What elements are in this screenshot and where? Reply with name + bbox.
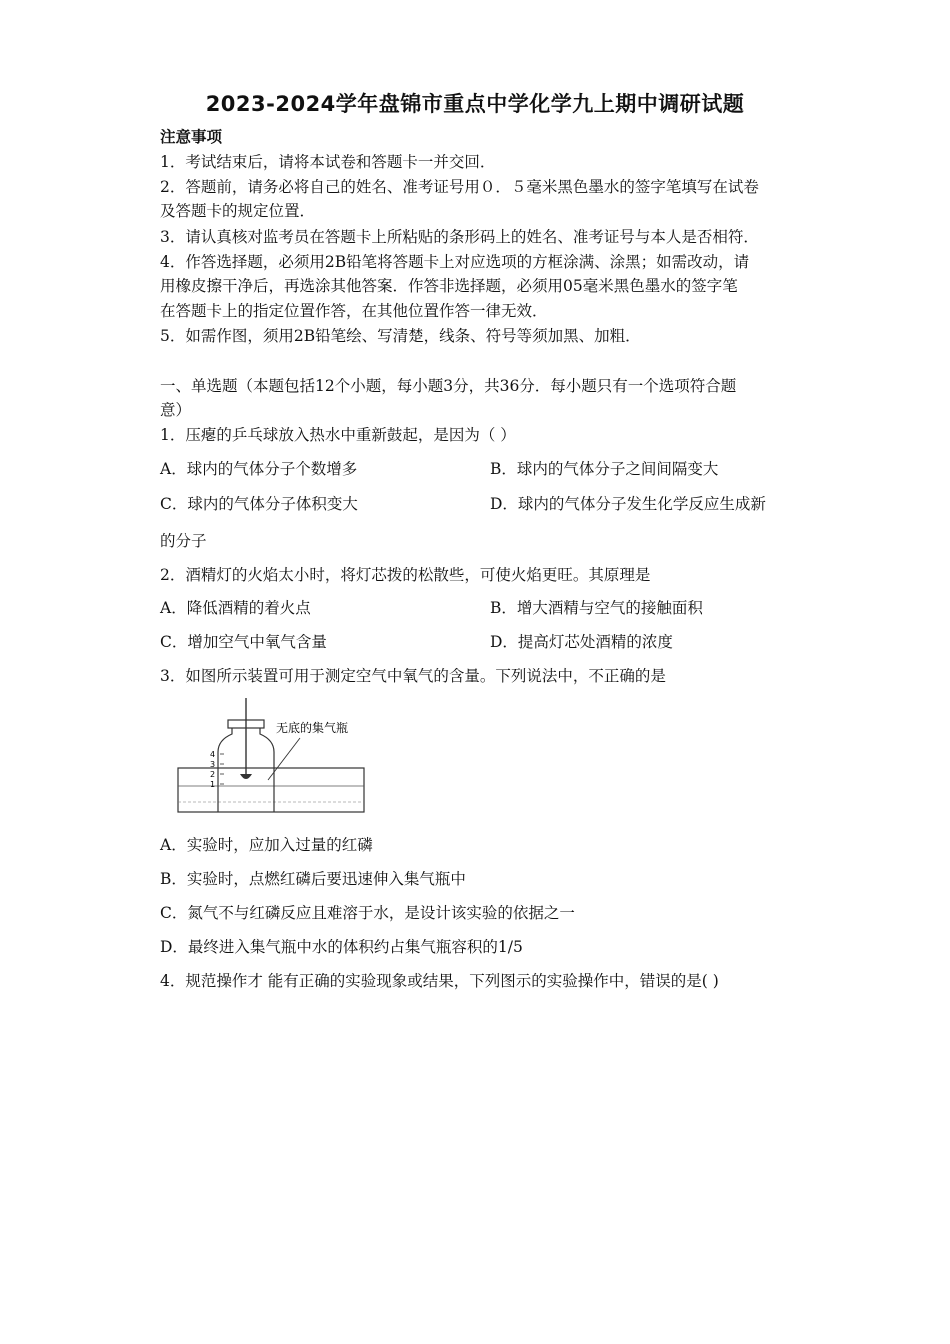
- scale-label-4: 4: [210, 750, 216, 759]
- notice-line-4: 4．作答选择题，必须用2B铅笔将答题卡上对应选项的方框涂满、涂黑；如需改动，请: [160, 253, 750, 271]
- question-3-option-a: A．实验时，应加入过量的红磷: [160, 836, 373, 854]
- figure-label: 无底的集气瓶: [276, 721, 349, 735]
- question-1-stem: 1．压瘪的乒乓球放入热水中重新鼓起，是因为（ ）: [160, 426, 516, 444]
- question-1-option-b: B．球内的气体分子之间间隔变大: [490, 460, 719, 478]
- notice-line-4-cont-2: 在答题卡上的指定位置作答，在其他位置作答一律无效．: [160, 302, 548, 320]
- question-3-option-c: C．氮气不与红磷反应且难溶于水，是设计该实验的依据之一: [160, 904, 575, 922]
- question-2-option-b: B．增大酒精与空气的接触面积: [490, 599, 703, 617]
- scale-label-3: 3: [210, 760, 216, 769]
- section-heading-cont: 意）: [160, 401, 192, 419]
- question-2-option-a: A．降低酒精的着火点: [160, 599, 311, 617]
- question-3-stem: 3．如图所示装置可用于测定空气中氧气的含量。下列说法中，不正确的是: [160, 667, 666, 685]
- combustion-spoon: [240, 774, 252, 779]
- question-2-option-d: D．提高灯芯处酒精的浓度: [490, 633, 673, 651]
- volume-scale: [210, 750, 224, 789]
- question-3-option-b: B．实验时，点燃红磷后要迅速伸入集气瓶中: [160, 870, 466, 888]
- notice-line-2-cont: 及答题卡的规定位置．: [160, 202, 316, 220]
- page-title: 2023-2024学年盘锦市重点中学化学九上期中调研试题: [205, 92, 745, 116]
- question-4-stem: 4．规范操作才 能有正确的实验现象或结果，下列图示的实验操作中，错误的是( ): [160, 972, 719, 990]
- scale-label-2: 2: [210, 770, 216, 779]
- section-heading: 一、单选题（本题包括12个小题，每小题3分，共36分．每小题只有一个选项符合题: [160, 377, 737, 395]
- notice-line-3: 3．请认真核对监考员在答题卡上所粘贴的条形码上的姓名、准考证号与本人是否相符．: [160, 228, 759, 246]
- notice-line-5: 5．如需作图，须用2B铅笔绘、写清楚，线条、符号等须加黑、加粗．: [160, 327, 641, 345]
- question-1-option-d: D．球内的气体分子发生化学反应生成新: [490, 495, 766, 513]
- question-3-option-d: D．最终进入集气瓶中水的体积约占集气瓶容积的1/5: [160, 938, 523, 956]
- oxygen-measurement-apparatus-figure: [176, 698, 366, 814]
- notice-line-1: 1．考试结束后，请将本试卷和答题卡一并交回．: [160, 153, 496, 171]
- question-1-option-d-cont: 的分子: [160, 532, 207, 550]
- notice-line-2: 2．答题前，请务必将自己的姓名、准考证号用０．５毫米黑色墨水的签字笔填写在试卷: [160, 178, 759, 196]
- question-1-option-a: A．球内的气体分子个数增多: [160, 460, 358, 478]
- water-trough: [178, 768, 364, 812]
- question-1-option-c: C．球内的气体分子体积变大: [160, 495, 358, 513]
- question-2-stem: 2．酒精灯的火焰太小时，将灯芯拨的松散些，可使火焰更旺。其原理是: [160, 566, 651, 584]
- question-2-option-c: C．增加空气中氧气含量: [160, 633, 327, 651]
- notice-line-4-cont-1: 用橡皮擦干净后，再选涂其他答案．作答非选择题，必须用05毫米黑色墨水的签字笔: [160, 277, 738, 295]
- scale-label-1: 1: [210, 780, 216, 789]
- notice-heading: 注意事项: [160, 127, 223, 146]
